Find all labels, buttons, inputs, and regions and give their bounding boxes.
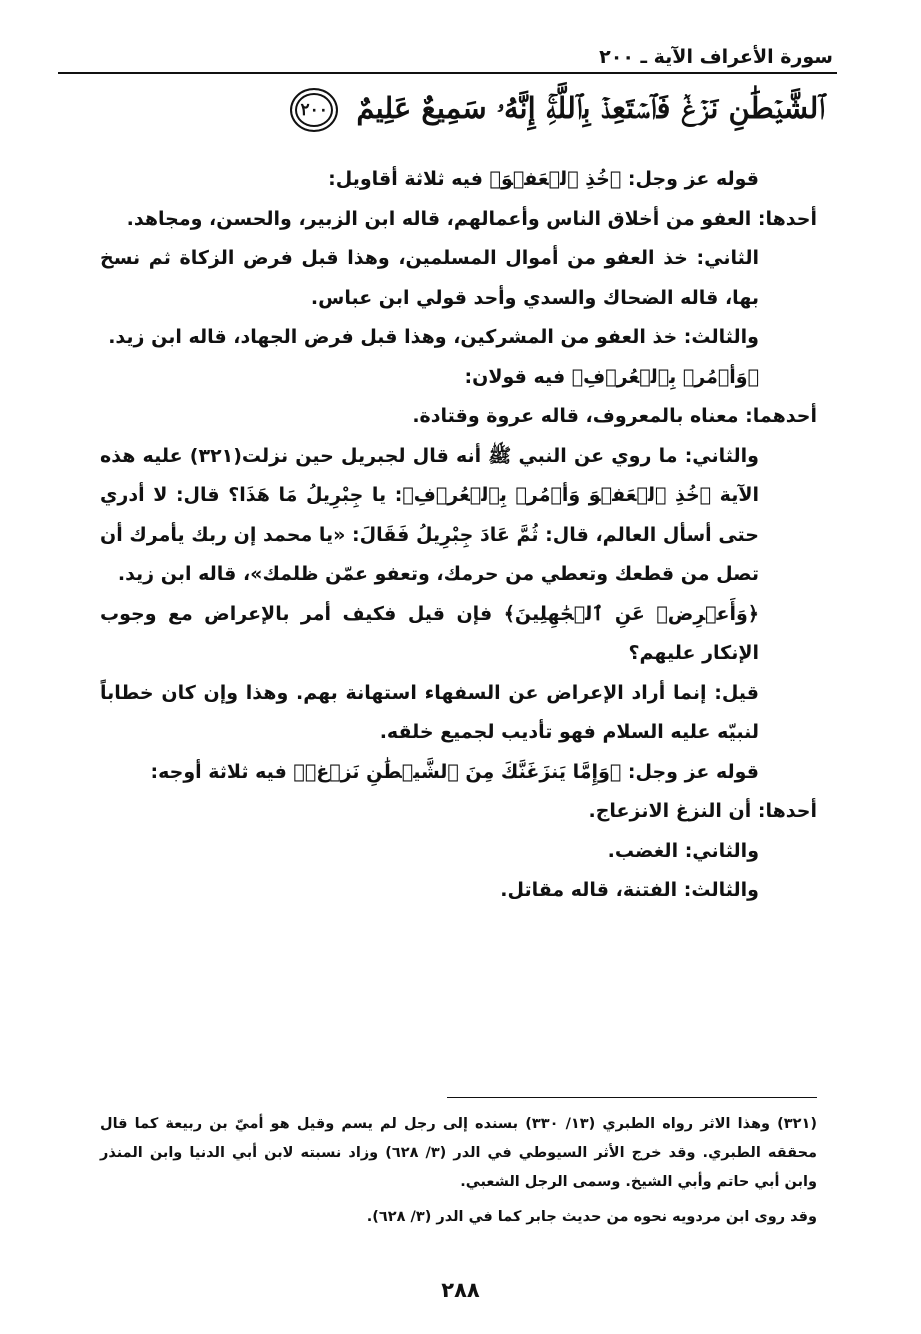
paragraph: والثاني: ما روي عن النبي ﷺ أنه قال لجبريل حين نزلت(٣٢١) عليه هذه الآية ﴿خُذِ ٱلۡعَفۡوَ وَأۡمُرۡ بِٱلۡعُرۡفِ﴾: يا جِبْرِيلُ مَا هَذَا؟ قال: لا أدري حتى أسأل العالم، قال: ثُمَّ عَادَ جِبْرِيلُ فَقَالَ: «يا محمد إن ربك يأمرك أن تصل من قطعك وتعطي من حرمك، وتعفو عمّن ظلمك»، قاله ابن زيد. — [100, 444, 759, 585]
footnote: (٣٢١) وهذا الاثر رواه الطبري (١٣/ ٣٣٠) بسنده إلى رجل لم يسم وقيل هو أميّ بن ربيعة كما قال محققه الطبري. وقد خرج الأثر السيوطي في الدر (٣/ ٦٢٨) وزاد نسبته لابن أبي الدنيا وابن المنذر وابن أبي حاتم وأبي الشيخ. وسمى الرجل الشعبي. — [100, 1116, 817, 1190]
paragraph: والثالث: الفتنة، قاله مقاتل. — [500, 879, 759, 901]
paragraph: قيل: إنما أراد الإعراض عن السفهاء استهانة بهم. وهذا وإن كان خطاباً لنبيّه عليه السلام فهو تأديب لجميع خلقه. — [100, 681, 759, 743]
page-number: ٢٨٨ — [441, 1278, 480, 1302]
paragraph: قوله عز وجل: ﴿وَإِمَّا يَنزَغَنَّكَ مِنَ ٱلشَّيۡطَٰنِ نَزۡغٞ﴾ فيه ثلاثة أوجه: — [150, 760, 759, 783]
footnote-divider — [447, 1097, 817, 1098]
paragraph: أحدهما: معناه بالمعروف، قاله عروة وقتادة. — [412, 405, 817, 427]
paragraph: والثاني: الغضب. — [607, 839, 759, 862]
paragraph: الثاني: خذ العفو من أموال المسلمين، وهذا قبل فرض الزكاة ثم نسخ بها، قاله الضحاك والسدي وأحد قولي ابن عباس. — [100, 247, 759, 309]
paragraph: ﴿وَأَعۡرِضۡ عَنِ ٱلۡجَٰهِلِينَ﴾ فإن قيل فكيف أمر بالإعراض مع وجوب الإنكار عليهم؟ — [100, 602, 759, 664]
footnotes — [100, 1110, 817, 1232]
verse-text: ٱلشَّيۡطَٰنِ نَزۡغٞ فَٱسۡتَعِذۡ بِٱللَّهِۚ إِنَّهُۥ سَمِيعٌ عَلِيمٌ — [356, 91, 825, 125]
footnote: وقد روى ابن مردويه نحوه من حديث جابر كما في الدر (٣/ ٦٢٨). — [366, 1209, 817, 1225]
verse-number-marker: ٢٠٠ — [290, 88, 338, 132]
paragraph: قوله عز وجل: ﴿خُذِ ٱلۡعَفۡوَ﴾ فيه ثلاثة أقاويل: — [328, 168, 759, 190]
commentary-body — [100, 160, 817, 911]
header-title: سورة الأعراف الآية ـ ٢٠٠ — [599, 46, 833, 68]
paragraph: أحدها: أن النزغ الانزعاج. — [588, 800, 817, 822]
paragraph: والثالث: خذ العفو من المشركين، وهذا قبل فرض الجهاد، قاله ابن زيد. — [108, 326, 759, 348]
running-header — [58, 44, 837, 74]
quran-verse-line — [300, 88, 825, 132]
paragraph: أحدها: العفو من أخلاق الناس وأعمالهم، قاله ابن الزبير، والحسن، ومجاهد. — [126, 207, 817, 230]
paragraph: ﴿وَأۡمُرۡ بِٱلۡعُرۡفِ﴾ فيه قولان: — [464, 365, 759, 388]
